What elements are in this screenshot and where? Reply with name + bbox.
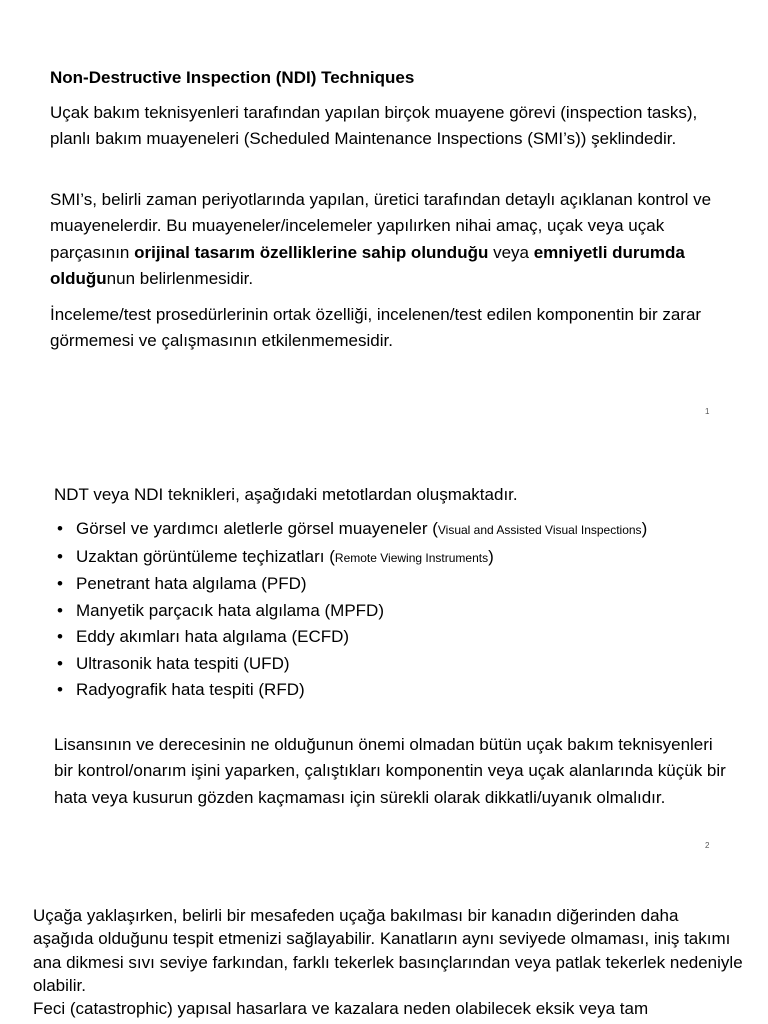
list-item-text: )	[488, 546, 494, 566]
paragraph-technician-attention: Lisansının ve derecesinin ne olduğunun önemi olmadan bütün uçak bakım teknisyenleri bir kontrol/onarım işini yaparken, çalıştıkları komponentin veya uçak alanlarında küçük bir hata veya kusurun gözden kaçmaması için sürekli olarak dikkatli/uyanık olmalıdır.	[54, 735, 726, 807]
list-item-text: Ultrasonik hata tespiti (UFD)	[76, 653, 290, 673]
list-item-english: Visual and Assisted Visual Inspections	[437, 523, 642, 537]
page-number: 2	[705, 841, 710, 850]
paragraph-smi-definition	[50, 187, 740, 292]
list-item	[54, 516, 754, 544]
paragraph-test-procedures: İnceleme/test prosedürlerinin ortak özelliği, incelenen/test edilen komponentin bir zarar görmemesi ve çalışmasının etkilenmemesidir.	[50, 305, 702, 351]
list-item	[54, 651, 754, 678]
paragraph-inspection-tasks: Uçak bakım teknisyenleri tarafından yapılan birçok muayene görevi (inspection tasks), planlı bakım muayeneleri (Scheduled Maintenance Inspections (SMI’s)) şeklindedir.	[50, 103, 698, 149]
bullet-icon: •	[57, 546, 63, 566]
list-item-text: Eddy akımları hata algılama (ECFD)	[76, 627, 350, 646]
paragraph-text: nun belirlenmesidir.	[106, 268, 254, 288]
list-item-text: Uzaktan görüntüleme teçhizatları (	[76, 546, 335, 566]
list-item	[54, 571, 754, 598]
list-item	[54, 544, 754, 572]
list-item-text: Penetrant hata algılama (PFD)	[76, 574, 307, 593]
list-item-text: Manyetik parçacık hata algılama (MPFD)	[76, 600, 384, 620]
paragraph-wing-level: Uçağa yaklaşırken, belirli bir mesafeden uçağa bakılması bir kanadın diğerinden daha aşağıda olduğunu tespit etmenizi sağlayabilir. Kanatların aynı seviyede olmaması, iniş takımı ana dikmesi sıvı seviye farkından, farklı tekerlek basınçlarından veya patlak tekerlek nedeniyle olabilir.	[33, 906, 743, 995]
list-item	[54, 677, 754, 704]
paragraph-text: SMI’s, belirli zaman periyotlarında yapılan, üretici tarafından detaylı açıklanan kontrol ve muayenelerdir. Bu muayeneler/incelemeler yapılırken nihai amaç, uçak veya uçak parçasının	[50, 190, 712, 262]
bullet-icon: •	[57, 574, 63, 593]
list-item-english: Remote Viewing Instruments	[334, 550, 489, 565]
bullet-icon: •	[57, 627, 63, 646]
bullet-icon: •	[57, 519, 63, 538]
bullet-icon: •	[57, 680, 63, 699]
list-item	[54, 598, 754, 625]
slide-title: Non-Destructive Inspection (NDI) Techniques	[50, 68, 415, 87]
bullet-icon: •	[57, 600, 63, 620]
emphasis-safe-condition: emniyetli durumda olduğu	[50, 242, 685, 288]
ndi-methods-list	[54, 516, 754, 704]
list-item-text: )	[641, 519, 648, 538]
emphasis-original-design: orijinal tasarım özelliklerine sahip olunduğu	[134, 242, 489, 262]
bullet-icon: •	[57, 653, 63, 673]
list-item	[54, 624, 754, 651]
slide-3	[0, 880, 768, 1024]
slide-2	[0, 440, 768, 880]
paragraph-text: veya	[488, 242, 534, 262]
list-item-text: Radyografik hata tespiti (RFD)	[76, 680, 305, 699]
page-number: 1	[705, 407, 710, 416]
paragraph-catastrophic-damage: Feci (catastrophic) yapısal hasarlara ve kazalara neden olabilecek eksik veya tam	[33, 999, 649, 1018]
list-intro: NDT veya NDI teknikleri, aşağıdaki metotlardan oluşmaktadır.	[54, 485, 518, 504]
list-item-text: Görsel ve yardımcı aletlerle görsel muayeneler (	[76, 519, 438, 538]
slide-1	[0, 0, 768, 440]
